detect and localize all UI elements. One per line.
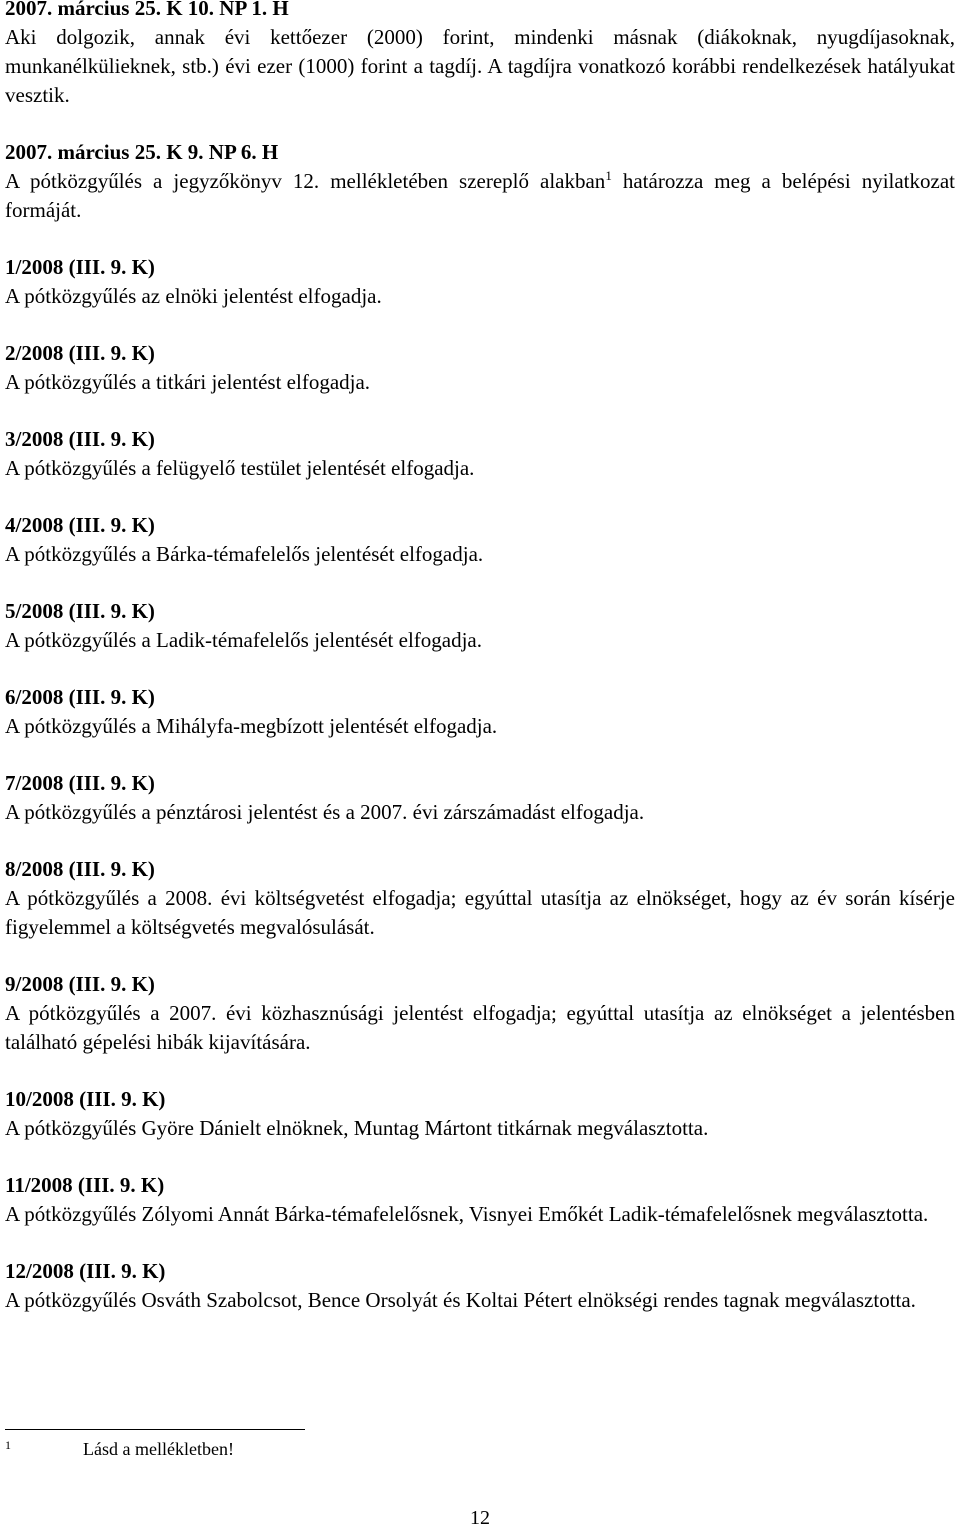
resolution-heading: 11/2008 (III. 9. K): [5, 1173, 165, 1197]
intro-heading-2: 2007. március 25. K 9. NP 6. H: [5, 140, 279, 164]
resolution-heading: 7/2008 (III. 9. K): [5, 771, 155, 795]
resolution-7: [5, 769, 955, 827]
resolution-4: [5, 511, 955, 569]
resolution-heading: 6/2008 (III. 9. K): [5, 685, 155, 709]
resolution-text: A pótközgyűlés a Bárka-témafelelős jelentését elfogadja.: [5, 542, 484, 566]
resolution-3: [5, 425, 955, 483]
resolution-9: [5, 970, 955, 1057]
resolution-text: A pótközgyűlés az elnöki jelentést elfogadja.: [5, 284, 382, 308]
resolution-text: A pótközgyűlés a pénztárosi jelentést és a 2007. évi zárszámadást elfogadja.: [5, 800, 645, 824]
resolution-2: [5, 339, 955, 397]
intro-heading-1: 2007. március 25. K 10. NP 1. H: [5, 0, 289, 20]
intro-text-2-after: határozza meg a belépési nyilatkozat formáját.: [5, 169, 955, 222]
intro-text-2-before: A pótközgyűlés a jegyzőkönyv 12. mellékletében szereplő alakban: [5, 169, 606, 193]
resolution-11: [5, 1171, 955, 1229]
resolution-heading: 2/2008 (III. 9. K): [5, 341, 155, 365]
footnote-separator: [5, 1429, 305, 1430]
footnote-mark: 1: [5, 1438, 11, 1452]
resolution-heading: 12/2008 (III. 9. K): [5, 1259, 166, 1283]
resolution-5: [5, 597, 955, 655]
resolution-1: [5, 253, 955, 311]
resolution-heading: 8/2008 (III. 9. K): [5, 857, 155, 881]
page-number: 12: [470, 1507, 490, 1529]
resolution-heading: 1/2008 (III. 9. K): [5, 255, 155, 279]
resolution-10: [5, 1085, 955, 1143]
intro-text-2: [5, 167, 955, 225]
footnote-text: Lásd a mellékletben!: [83, 1439, 234, 1459]
resolution-text: A pótközgyűlés a felügyelő testület jelentését elfogadja.: [5, 456, 475, 480]
resolution-heading: 9/2008 (III. 9. K): [5, 972, 155, 996]
resolution-12: [5, 1257, 955, 1315]
resolution-text: A pótközgyűlés a 2008. évi költségvetést elfogadja; egyúttal utasítja az elnökséget, hogy az év során kísérje figyelemmel a költségvetés megvalósulását.: [5, 886, 955, 939]
footnote-reference[interactable]: 1: [605, 168, 612, 183]
resolution-text: A pótközgyűlés Zólyomi Annát Bárka-témafelelősnek, Visnyei Emőkét Ladik-témafelelősnek megválasztotta.: [5, 1202, 929, 1226]
intro-text-1: Aki dolgozik, annak évi kettőezer (2000) forint, mindenki másnak (diákoknak, nyugdíjasoknak, munkanélkülieknek, stb.) évi ezer (1000) forint a tagdíj. A tagdíjra vonatkozó korábbi rendelkezések hatályukat vesztik.: [5, 25, 955, 107]
resolution-heading: 5/2008 (III. 9. K): [5, 599, 155, 623]
resolution-8: [5, 855, 955, 942]
resolution-text: A pótközgyűlés Györe Dánielt elnöknek, Muntag Mártont titkárnak megválasztotta.: [5, 1116, 709, 1140]
resolution-heading: 10/2008 (III. 9. K): [5, 1087, 166, 1111]
resolution-text: A pótközgyűlés a 2007. évi közhasznúsági jelentést elfogadja; egyúttal utasítja az elnökséget a jelentésben található gépelési hibák kijavítására.: [5, 1001, 955, 1054]
resolution-text: A pótközgyűlés a titkári jelentést elfogadja.: [5, 370, 371, 394]
resolution-text: A pótközgyűlés a Ladik-témafelelős jelentését elfogadja.: [5, 628, 482, 652]
resolution-text: A pótközgyűlés a Mihályfa-megbízott jelentését elfogadja.: [5, 714, 498, 738]
resolution-6: [5, 683, 955, 741]
resolution-text: A pótközgyűlés Osváth Szabolcsot, Bence Orsolyát és Koltai Pétert elnökségi rendes tagnak megválasztotta.: [5, 1288, 916, 1312]
intro-block-2: [5, 138, 955, 225]
intro-block-1: [5, 0, 955, 110]
resolution-heading: 3/2008 (III. 9. K): [5, 427, 155, 451]
resolution-heading: 4/2008 (III. 9. K): [5, 513, 155, 537]
